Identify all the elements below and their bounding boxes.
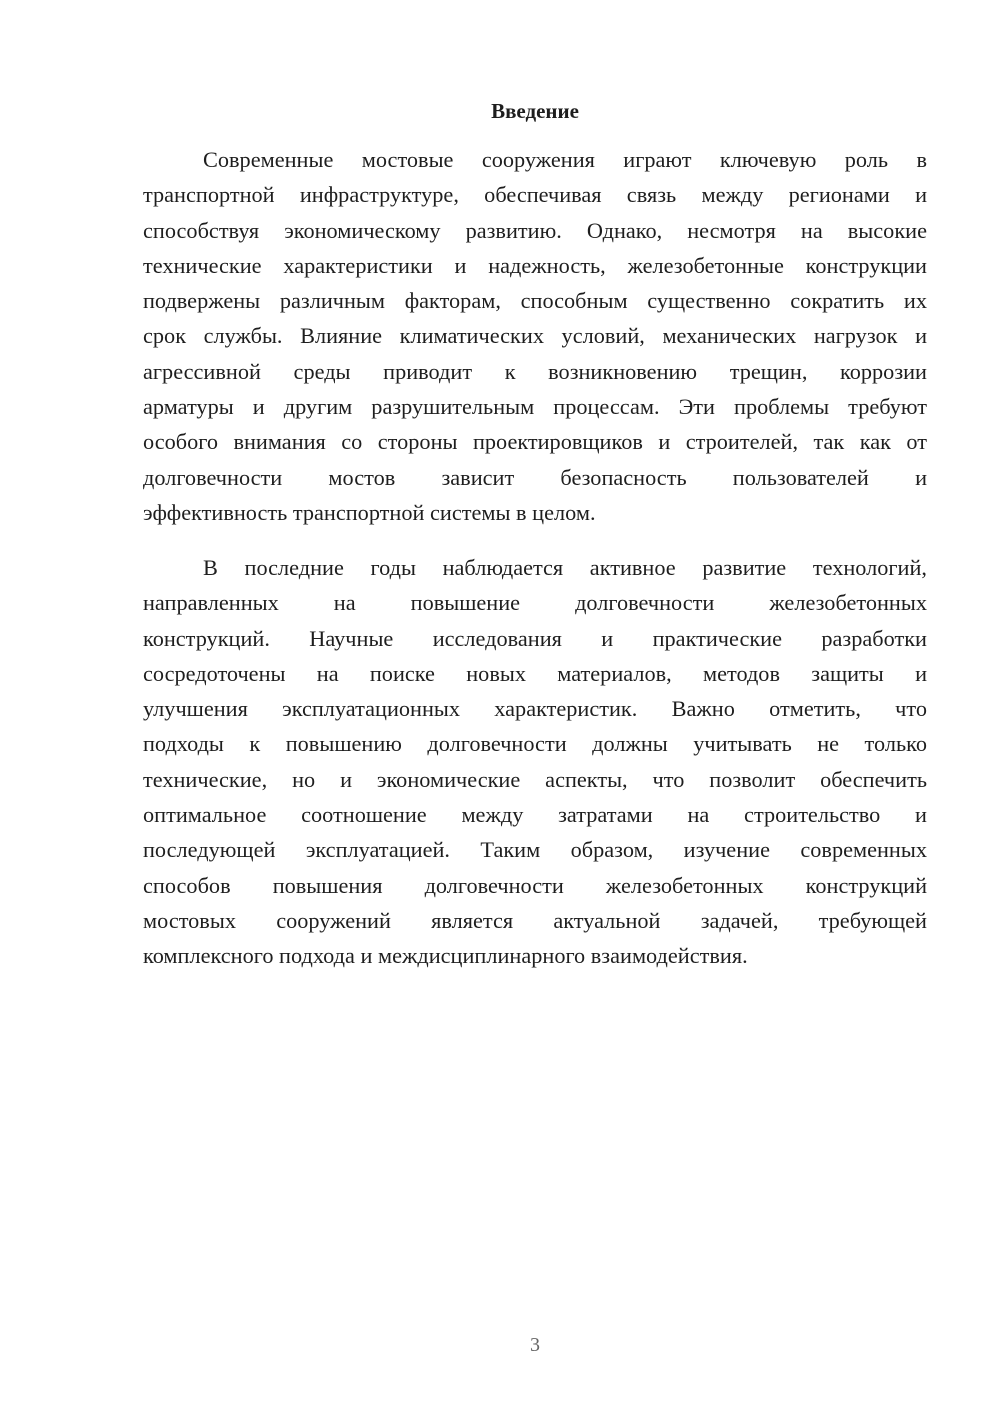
text-line: подвержены различным факторам, способным существенно сократить их <box>143 288 927 314</box>
text-line: транспортной инфраструктуре, обеспечивая связь между регионами и <box>143 182 927 208</box>
text-line: В последние годы наблюдается активное развитие технологий, <box>203 555 927 580</box>
text-line: Современные мостовые сооружения играют ключевую роль в <box>203 147 927 172</box>
text-line: подходы к повышению долговечности должны учитывать не только <box>143 731 927 757</box>
text-line: комплексного подхода и междисциплинарного взаимодействия. <box>143 943 748 969</box>
text-line: мостовых сооружений является актуальной задачей, требующей <box>143 907 927 933</box>
text-line: технические, но и экономические аспекты, что позволит обеспечить <box>143 766 927 792</box>
text-line: способов повышения долговечности железобетонных конструкций <box>143 872 927 898</box>
text-line: агрессивной среды приводит к возникновению трещин, коррозии <box>143 358 927 384</box>
section-title: Введение <box>491 99 579 123</box>
text-line: эффективность транспортной системы в целом. <box>143 499 596 525</box>
text-line: оптимальное соотношение между затратами на строительство и <box>143 802 927 828</box>
text-line: способствуя экономическому развитию. Однако, несмотря на высокие <box>143 217 927 243</box>
text-line: улучшения эксплуатационных характеристик. Важно отметить, что <box>143 696 927 722</box>
text-line: технические характеристики и надежность, железобетонные конструкции <box>143 252 927 278</box>
paragraph-2 <box>143 550 927 974</box>
page-number: 3 <box>530 1334 540 1356</box>
paragraph-1 <box>143 142 927 530</box>
text-line: арматуры и другим разрушительным процессам. Эти проблемы требуют <box>143 394 927 420</box>
text-line: сосредоточены на поиске новых материалов, методов защиты и <box>143 660 927 686</box>
text-line: срок службы. Влияние климатических условий, механических нагрузок и <box>143 323 927 349</box>
text-line: особого внимания со стороны проектировщиков и строителей, так как от <box>143 429 927 455</box>
text-line: конструкций. Научные исследования и практические разработки <box>143 625 927 651</box>
text-line: последующей эксплуатацией. Таким образом, изучение современных <box>143 837 927 863</box>
text-line: направленных на повышение долговечности железобетонных <box>143 590 927 616</box>
text-line: долговечности мостов зависит безопасность пользователей и <box>143 464 927 490</box>
